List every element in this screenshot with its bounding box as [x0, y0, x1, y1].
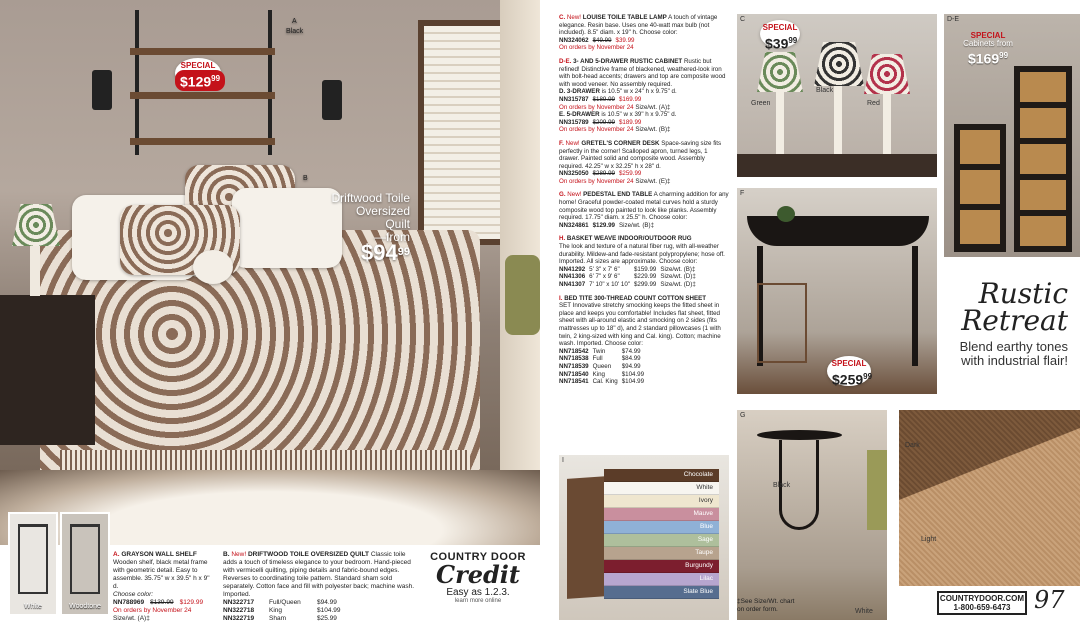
shelf-frame-left	[135, 10, 139, 155]
special-label: SPECIAL	[762, 23, 798, 32]
size: 6' 7" x 9' 6"	[589, 273, 620, 281]
lamp-base	[834, 86, 842, 156]
size: Queen	[592, 362, 612, 370]
item-letter: I.	[559, 294, 563, 302]
sku: NN718539	[559, 362, 589, 370]
choose-color: Choose color:	[113, 591, 154, 598]
photo-letter: I	[562, 457, 564, 464]
new-tag: New!	[565, 139, 580, 147]
label-a: A	[292, 18, 297, 25]
promo-line1: Driftwood Toile	[331, 191, 410, 205]
country-door-credit[interactable]	[423, 551, 533, 604]
desk-leg	[912, 246, 918, 366]
sheet-swatch	[604, 560, 719, 573]
item-title: GRAYSON WALL SHELF	[121, 551, 197, 558]
size-weight: Size/wt. (D)‡	[660, 281, 696, 288]
shelf-board	[130, 48, 275, 55]
table-row	[559, 348, 648, 356]
size: Sham	[269, 615, 286, 622]
e-label: E. 5-DRAWER	[559, 111, 600, 119]
table-row	[559, 371, 648, 379]
item-desc: Wooden shelf, black metal frame with geometric detail. Easy to assemble. 35.75" w x 39.5" h x 9" d.	[113, 559, 210, 590]
item-desc: A touch of vintage elegance. Resin base. Uses one 40-watt max bulb (not included). 8.5" diam. x 19" h. Choose color:	[559, 14, 718, 37]
deadline: On orders by November 24	[559, 103, 634, 111]
photo-letter: G	[740, 412, 746, 419]
drawer	[1020, 180, 1066, 210]
credit-title: Credit	[436, 560, 520, 589]
size: Full	[592, 355, 603, 363]
lamp-shade-green	[757, 52, 803, 92]
price-cents: 99	[863, 372, 873, 381]
sku: NN325050	[559, 170, 589, 178]
rug-dark	[899, 410, 1080, 500]
shelf-frame-right	[268, 10, 272, 155]
site-url[interactable]: COUNTRYDOOR.COM	[939, 594, 1025, 603]
cabinet-3-drawer	[954, 124, 1006, 252]
new-tag: New!	[566, 14, 582, 21]
sheet-swatch	[604, 469, 719, 482]
special-label: SPECIAL	[970, 31, 1006, 40]
toile-lamp-shade	[12, 204, 60, 246]
old-price: $289.99	[592, 170, 615, 178]
thumb-caption: Woodtone	[69, 603, 101, 610]
item-letter: B.	[223, 551, 230, 558]
sku: NN718542	[559, 347, 589, 355]
rug-price-table	[559, 266, 700, 289]
shelf-frame	[70, 524, 100, 594]
deadline: On orders by November 24	[113, 607, 192, 614]
color-caption: Green	[751, 100, 771, 107]
color-caption: Dark	[905, 442, 920, 449]
sheet-swatch	[604, 534, 719, 547]
shelf-thumb-white[interactable]	[8, 512, 58, 616]
size-weight: Size/wt. (A)‡	[113, 615, 150, 622]
item-title: DRIFTWOOD TOILE OVERSIZED QUILT	[247, 551, 370, 558]
end-table-photo[interactable]	[737, 410, 887, 620]
price: $104.99	[621, 378, 645, 386]
special-price	[760, 32, 802, 53]
special-price	[175, 70, 225, 91]
table-top	[757, 430, 842, 440]
sheet-swatch	[604, 547, 719, 560]
d-label: D. 3-DRAWER	[559, 88, 600, 96]
photo-letter: F	[740, 190, 745, 197]
special-price	[827, 368, 877, 389]
price-cents: 99	[211, 74, 221, 83]
price-dollars: $39	[765, 35, 789, 52]
sheet-price-table	[559, 348, 648, 386]
size: Full/Queen	[269, 599, 301, 606]
item-title: GRETEL'S CORNER DESK	[581, 139, 660, 147]
item-a-copy	[113, 551, 215, 623]
sku: NN324861	[559, 221, 589, 229]
sku: NN718541	[559, 378, 589, 386]
sku: NN41306	[559, 273, 586, 281]
table-row	[559, 355, 648, 363]
shelf-special-badge	[175, 58, 221, 88]
price-dollars: $94	[361, 240, 398, 265]
drawer	[960, 130, 1000, 164]
lantern-right	[322, 80, 342, 120]
old-price: $209.99	[592, 118, 615, 126]
price: $74.99	[621, 347, 641, 355]
size-weight: Size/wt. (D)‡	[660, 273, 696, 281]
new-tag: New!	[231, 551, 247, 558]
shelf-board	[130, 138, 275, 145]
sku: NN718538	[559, 355, 589, 363]
size-weight: Size/wt. (A)‡	[635, 103, 671, 111]
size-weight: Size/wt. (B)‡	[635, 126, 671, 134]
credit-brand: COUNTRY DOOR	[430, 551, 526, 563]
price-cents: 99	[999, 51, 1009, 60]
sku: NN41292	[559, 265, 586, 273]
credit-tagline: Easy as 1.2.3.	[446, 587, 510, 598]
item-desc: The look and texture of a natural fiber rug, with all-weather durability. Mildew-and fade-resistant polypropylene; hose off. Imported. All sizes are approximate. Choose color:	[559, 243, 725, 266]
sheet-color-label: Burgundy	[685, 562, 713, 569]
color-caption: Black	[816, 87, 834, 94]
sku: NN788969	[113, 599, 145, 606]
deadline: On orders by November 24	[559, 126, 634, 134]
size-weight: Size/wt. (E)‡	[635, 177, 671, 185]
lamp-base	[30, 246, 40, 296]
drawer	[1020, 216, 1066, 246]
price: $84.99	[621, 355, 641, 363]
drawer	[1020, 108, 1066, 138]
phone-number[interactable]: 1-800-659-6473	[953, 603, 1011, 612]
sheet-color-label: Chocolate	[683, 471, 713, 478]
old-price: $139.99	[150, 599, 174, 606]
size-chart-note: ‡See Size/Wt. chart on order form.	[737, 598, 795, 613]
color-caption: Red	[867, 100, 880, 107]
promo-line3: —from	[374, 230, 410, 244]
item-title: PEDESTAL END TABLE	[583, 191, 653, 199]
size: King	[592, 370, 605, 378]
lamp-base	[883, 94, 891, 156]
desk-special-badge	[827, 356, 871, 386]
sale-price: $169.99	[618, 95, 642, 103]
sku: NN324062	[559, 36, 589, 44]
sheet-swatch	[604, 495, 719, 508]
throw-blanket	[505, 255, 540, 335]
sheet-color-label: White	[696, 484, 713, 491]
pumpkin-pillow	[193, 250, 233, 284]
price-dollars: $129	[180, 73, 212, 90]
item-b-copy	[223, 551, 418, 623]
size-weight: Size/wt. (B)‡	[618, 221, 655, 229]
bedroom-photo	[0, 0, 540, 545]
drawer	[960, 210, 1000, 244]
item-letter: C.	[559, 14, 566, 21]
special-sub: Cabinets from	[963, 39, 1013, 48]
sale-price: $39.99	[615, 36, 635, 44]
sale-price: $259.99	[618, 170, 642, 178]
table-row	[559, 363, 648, 371]
price-dollars: $169	[967, 50, 1000, 67]
size: King	[269, 607, 283, 614]
table-row	[559, 281, 700, 289]
sku: NN315789	[559, 118, 589, 126]
lamp-special-badge	[760, 20, 800, 52]
color-caption: Light	[921, 536, 937, 543]
item-title: BASKET WEAVE INDOOR/OUTDOOR RUG	[566, 235, 692, 243]
shelf-board	[130, 92, 275, 99]
sku: NN41307	[559, 281, 586, 288]
size-weight: Size/wt. (B)‡	[660, 265, 696, 273]
size: Twin	[592, 347, 606, 355]
item-letter: F.	[559, 139, 564, 147]
item-desc: A charming addition for any home! Graceful powder-coated metal curves hold a sturdy composite wood top painted to look like planks. Assembly required. 17.75" diam. x 25.5" h. Choose color:	[559, 191, 729, 222]
price-cents: 99	[788, 36, 798, 45]
throw-blanket	[867, 450, 887, 530]
new-tag: New!	[567, 191, 582, 199]
price: $25.99	[317, 615, 337, 622]
sheets-photo[interactable]	[559, 455, 729, 620]
price-cents: 99	[397, 246, 410, 258]
item-letter: A.	[113, 551, 120, 558]
price: $229.99	[633, 273, 657, 281]
promo-price	[330, 240, 410, 265]
old-price: $49.99	[592, 36, 612, 44]
size: 7' 10" x 10' 10"	[589, 281, 630, 288]
price: $94.99	[621, 362, 641, 370]
color-caption: White	[855, 608, 873, 615]
sheet-color-label: Sage	[697, 536, 713, 543]
d-dims: is 10.5" w x 24" h x 9.75" d.	[601, 88, 677, 96]
item-desc: Classic toile adds a touch of timeless elegance to your bedroom. Hand-pieced with vermicelli quilting, piping details and fabric-bound edges. Reverses to coordinating toile pattern. Standard sham sold separately. Cotton face and fill with polyester back; machine wash. Imported.	[223, 551, 415, 598]
table-row	[559, 273, 700, 281]
credit-learn-more[interactable]: learn more online	[454, 598, 502, 604]
rustic-retreat-headline	[948, 277, 1068, 368]
drawer	[1020, 72, 1066, 102]
item-c-copy	[559, 14, 729, 52]
photo-letter: D-E	[947, 16, 960, 23]
item-title: LOUISE TOILE TABLE LAMP	[582, 14, 667, 21]
drawer	[960, 170, 1000, 204]
e-dims: is 10.5" w x 39" h x 9.75" d.	[601, 111, 677, 119]
sheet-swatch	[604, 482, 719, 495]
site-contact-box[interactable]	[937, 591, 1027, 615]
table-row	[559, 266, 700, 274]
special-label: SPECIAL	[180, 61, 216, 70]
lamp-base	[776, 92, 784, 154]
sheet-swatch	[604, 586, 719, 599]
plant	[777, 206, 795, 222]
sale-price: $189.99	[618, 118, 642, 126]
headline-subtitle: Blend earthy tones with industrial flair!	[959, 339, 1068, 368]
lamp-shade-red	[864, 54, 910, 94]
lantern-left	[92, 70, 112, 110]
nightstand	[0, 295, 95, 445]
desk-top	[747, 216, 929, 246]
cabinet-5-drawer	[1014, 66, 1072, 252]
item-letter: G.	[559, 191, 566, 199]
sku: NN322719	[223, 615, 255, 622]
sheet-color-label: Blue	[699, 523, 713, 530]
quilt-promo	[330, 191, 410, 265]
price: $159.99	[633, 265, 657, 273]
tabletop	[737, 154, 937, 177]
page-number: 97	[1034, 586, 1065, 614]
cabinet-special	[958, 32, 1018, 67]
size: 5' 3" x 7' 6"	[589, 265, 620, 273]
photo-letter: C	[740, 16, 746, 23]
sheet-swatch	[604, 521, 719, 534]
sheet-swatch	[604, 573, 719, 586]
deadline: On orders by November 24	[559, 44, 634, 52]
sheet-color-label: Taupe	[695, 549, 713, 556]
item-title: 3- AND 5-DRAWER RUSTIC CABINET	[573, 57, 683, 65]
sku: NN322718	[223, 607, 255, 614]
drawer	[1020, 144, 1066, 174]
item-desc: SET Innovative stretchy smocking keeps the fitted sheet in place and keeps you comfortable! Includes flat sheet, fitted sheet with all-around elastic and smocking on 2 sides (fits mattresses up to 18" d), and 2 standard pillowcases (1 with twin, 2 king-sized with king and Cal. king). Cotton; machine wash. Imported. Choose color:	[559, 302, 721, 348]
pillow	[232, 188, 342, 268]
price: $299.99	[633, 281, 657, 288]
sku: NN322717	[223, 599, 255, 606]
item-letter: H.	[559, 235, 566, 243]
item-g-copy	[559, 191, 729, 229]
shelf-frame	[18, 524, 48, 594]
item-h-copy	[559, 235, 729, 288]
table-row	[559, 378, 648, 386]
size: Cal. King	[592, 378, 618, 386]
headline-line2: Retreat	[961, 304, 1068, 337]
price: $104.99	[317, 607, 341, 614]
shelf-thumb-woodtone[interactable]	[60, 512, 110, 616]
special-label: SPECIAL	[831, 359, 867, 368]
item-letter: D-E.	[559, 57, 572, 65]
sheet-color-label: Mauve	[693, 510, 713, 517]
item-de-copy	[559, 58, 729, 134]
item-f-copy	[559, 140, 729, 186]
old-price: $189.99	[592, 95, 615, 103]
price-dollars: $259	[832, 371, 864, 388]
sheet-color-label: Lilac	[699, 575, 713, 582]
sheet-swatch	[604, 508, 719, 521]
sheet-color-label: Ivory	[698, 497, 713, 504]
label-a-color: Black	[286, 28, 304, 35]
rug-photo[interactable]	[899, 410, 1080, 586]
sku: NN718540	[559, 370, 589, 378]
lamp-shade-black	[814, 42, 864, 86]
promo-line2: Oversized Quilt	[355, 204, 410, 231]
item-title: BED TITE 300-THREAD COUNT COTTON SHEET	[564, 294, 707, 302]
label-b: B	[303, 175, 308, 182]
price: $129.99	[592, 221, 615, 229]
item-desc: Space-saving size fits perfectly in the corner! Scalloped apron, turned legs, 1 drawer. Painted solid and composite wood. Assembly required. 42.25" w x 32.25" h x 28" d.	[559, 139, 722, 170]
sale-price: $129.99	[179, 599, 204, 606]
thumb-caption: White	[24, 603, 42, 610]
headline-line1: Rustic	[978, 277, 1068, 310]
item-i-copy	[559, 295, 729, 386]
sheet-color-label: Slate Blue	[683, 588, 713, 595]
item-desc: Rustic but refined! Distinctive frame of blackened, weathered-look iron with bolt-head accents; drawers and top are composite wood with wood veneer. No assembly required.	[559, 57, 726, 88]
deadline: On orders by November 24	[559, 177, 634, 185]
color-caption: Black	[773, 482, 791, 489]
price: $104.99	[621, 370, 645, 378]
special-price	[958, 48, 1018, 67]
product-copy-column	[559, 14, 729, 392]
sku: NN315787	[559, 95, 589, 103]
price: $94.99	[317, 599, 337, 606]
chair	[757, 283, 807, 363]
